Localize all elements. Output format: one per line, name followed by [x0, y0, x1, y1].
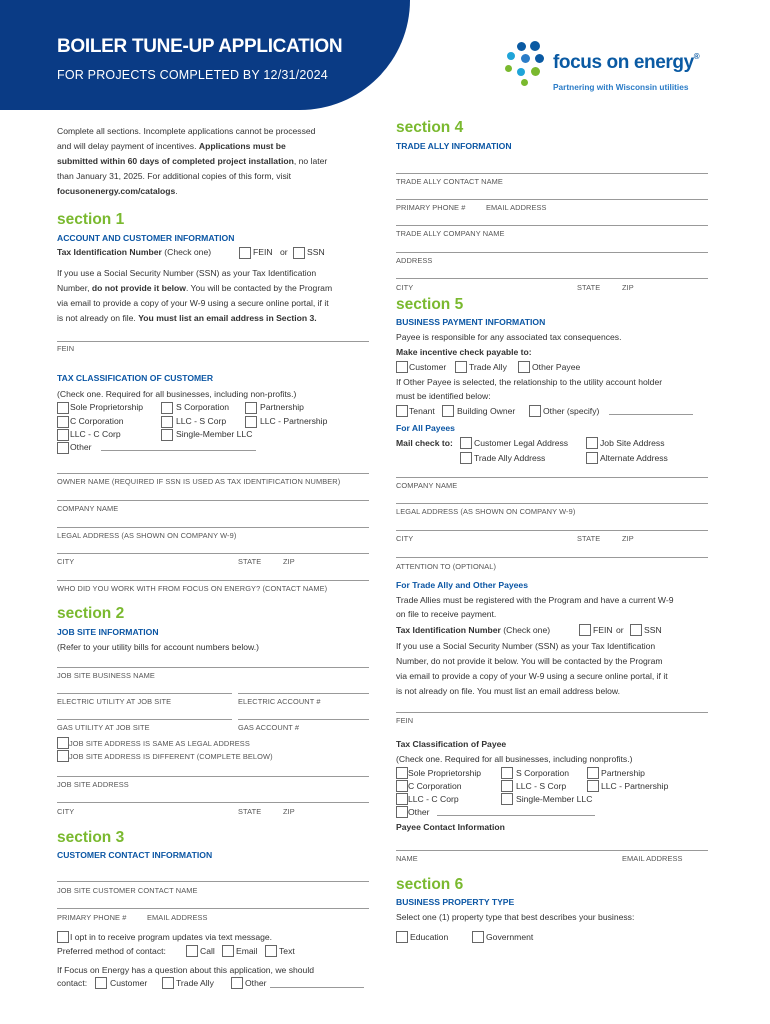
- option-label: Other (specify): [543, 406, 600, 416]
- ssn-label: SSN: [307, 247, 325, 257]
- or-label: or: [616, 625, 624, 635]
- opt-in-checkbox[interactable]: [57, 931, 69, 943]
- section-2-title: section 2: [57, 605, 125, 622]
- preferred-contact-label: Preferred method of contact:: [57, 946, 166, 956]
- legal-address-label: LEGAL ADDRESS (AS SHOWN ON COMPANY W-9): [57, 531, 237, 540]
- trade-ally-contact-field[interactable]: [396, 173, 708, 174]
- payee-city-field[interactable]: [396, 530, 708, 531]
- field-label: JOB SITE CUSTOMER CONTACT NAME: [57, 886, 198, 895]
- mail-check-label: Mail check to:: [396, 438, 453, 448]
- option-label: Customer Legal Address: [474, 438, 569, 448]
- section-5-subtitle: BUSINESS PAYMENT INFORMATION: [396, 317, 546, 327]
- email-checkbox[interactable]: [222, 945, 234, 957]
- tax-classification-title: TAX CLASSIFICATION OF CUSTOMER: [57, 373, 214, 383]
- payee-tax-heading: Tax Classification of Payee: [396, 739, 507, 749]
- contact-customer-checkbox[interactable]: [95, 977, 107, 989]
- contact-label: contact:: [57, 978, 88, 988]
- section-6-note: Select one (1) property type that best describes your business:: [396, 912, 635, 922]
- contact-trade-ally-checkbox[interactable]: [162, 977, 174, 989]
- section-2-subtitle: JOB SITE INFORMATION: [57, 627, 159, 637]
- page-title: BOILER TUNE-UP APPLICATION: [57, 36, 343, 57]
- text-label: Text: [279, 946, 295, 956]
- fein-checkbox[interactable]: [239, 247, 251, 259]
- contact-other-checkbox[interactable]: [231, 977, 243, 989]
- single-member-llc-checkbox[interactable]: [161, 429, 173, 441]
- option-label: LLC - S Corp: [176, 416, 227, 426]
- section-6-subtitle: BUSINESS PROPERTY TYPE: [396, 897, 515, 907]
- fein-label: FEIN: [253, 247, 273, 257]
- payee-c-corporation-checkbox[interactable]: [396, 780, 408, 792]
- owner-name-label: OWNER NAME (REQUIRED IF SSN IS USED AS TAX IDENTIFICATION NUMBER): [57, 477, 341, 486]
- payee-partnership-checkbox[interactable]: [587, 767, 599, 779]
- building-owner-checkbox[interactable]: [442, 405, 454, 417]
- trade-ally-payees-heading: For Trade Ally and Other Payees: [396, 580, 528, 590]
- section-3-title: section 3: [57, 829, 125, 846]
- other-specify-input[interactable]: [609, 414, 693, 415]
- option-label: Tenant: [409, 406, 435, 416]
- zip-label: ZIP: [283, 557, 295, 566]
- partnership-checkbox[interactable]: [245, 402, 257, 414]
- tin-label: Tax Identification Number (Check one): [57, 247, 212, 257]
- text-checkbox[interactable]: [265, 945, 277, 957]
- ssn-notice: If you use a Social Security Number (SSN) as your Tax Identification Number, do not provide it below. You will be contacted by the Program via email to provide a copy of your W-9 using a secure online portal, if it is not already on file. You must list an email address in Section 3.: [57, 268, 333, 323]
- option-label: Trade Ally: [176, 978, 214, 988]
- fein-field-label: FEIN: [57, 344, 75, 353]
- logo-dot: [517, 68, 525, 76]
- option-label: Sole Proprietorship: [408, 768, 482, 778]
- checkbox-label: JOB SITE ADDRESS IS DIFFERENT (COMPLETE BELOW): [69, 752, 273, 761]
- job-site-address-field[interactable]: [57, 776, 369, 777]
- payee-other-input[interactable]: [437, 815, 595, 816]
- gas-account-field[interactable]: [238, 719, 369, 720]
- field-label: CITY: [396, 534, 414, 543]
- option-label: Trade Ally: [469, 362, 507, 372]
- payee-company-field[interactable]: [396, 477, 708, 478]
- other-checkbox[interactable]: [57, 442, 69, 454]
- option-label: Single-Member LLC: [516, 794, 593, 804]
- trade-ally-city-field[interactable]: [396, 278, 708, 279]
- trade-ally-address-field[interactable]: [396, 252, 708, 253]
- option-label: Government: [486, 932, 534, 942]
- option-label: LLC - C Corp: [408, 794, 459, 804]
- electric-account-field[interactable]: [238, 693, 369, 694]
- job-site-different-checkbox[interactable]: [57, 750, 69, 762]
- company-name-label: COMPANY NAME: [57, 504, 119, 513]
- payee-trade-ally-checkbox[interactable]: [455, 361, 467, 373]
- trade-ally-note-1: Trade Allies must be registered with the Program and have a current W-9: [396, 595, 674, 605]
- relationship-note-1: If Other Payee is selected, the relationship to the utility account holder: [396, 377, 663, 387]
- customer-contact-name-field[interactable]: [57, 881, 369, 882]
- trade-ally-company-field[interactable]: [396, 225, 708, 226]
- field-label: ELECTRIC ACCOUNT #: [238, 697, 321, 706]
- electric-utility-field[interactable]: [57, 693, 232, 694]
- option-label: Alternate Address: [600, 453, 668, 463]
- checkbox-label: JOB SITE ADDRESS IS SAME AS LEGAL ADDRESS: [69, 739, 250, 748]
- job-site-business-name-field[interactable]: [57, 667, 369, 668]
- payee-ssn-notice: If you use a Social Security Number (SSN) as your Tax Identification Number, do not provide it below. You will be contacted by the Program via email to provide a copy of your W-9 using a secure online portal, if it is not already on file. You must list an email address below.: [396, 641, 668, 696]
- mail-job-site-checkbox[interactable]: [586, 437, 598, 449]
- email-label: Email: [236, 946, 258, 956]
- intro-text: Complete all sections. Incomplete applications cannot be processed and will delay payment of incentives. Applications must be submitted within 60 days of completed project installation, no later than January 31, 2025. For additional copies of this form, visit focusonenergy.com/catalogs.: [57, 126, 328, 196]
- option-label: S Corporation: [176, 402, 230, 412]
- payable-to-heading: Make incentive check payable to:: [396, 347, 532, 357]
- fein-field[interactable]: [57, 341, 369, 342]
- opt-in-label: I opt in to receive program updates via text message.: [70, 932, 273, 942]
- field-label: ZIP: [283, 807, 295, 816]
- payee-single-member-llc-checkbox[interactable]: [501, 793, 513, 805]
- attention-to-field[interactable]: [396, 557, 708, 558]
- gas-utility-field[interactable]: [57, 719, 232, 720]
- option-label: Other: [408, 807, 430, 817]
- sole-proprietorship-checkbox[interactable]: [57, 402, 69, 414]
- ssn-checkbox[interactable]: [293, 247, 305, 259]
- payee-sole-proprietorship-checkbox[interactable]: [396, 767, 408, 779]
- logo-dot: [521, 79, 528, 86]
- payee-legal-address-field[interactable]: [396, 503, 708, 504]
- contact-other-input[interactable]: [270, 987, 364, 988]
- all-payees-heading: For All Payees: [396, 423, 455, 433]
- field-label: GAS UTILITY AT JOB SITE: [57, 723, 150, 732]
- field-label: FEIN: [396, 716, 414, 725]
- option-label: Trade Ally Address: [474, 453, 546, 463]
- option-label: Partnership: [601, 768, 645, 778]
- state-label: STATE: [238, 557, 262, 566]
- payee-llc-partnership-checkbox[interactable]: [587, 780, 599, 792]
- field-label: STATE: [238, 807, 262, 816]
- logo-dot: [535, 54, 544, 63]
- focus-on-energy-logo: [503, 40, 733, 90]
- option-label: Job Site Address: [600, 438, 665, 448]
- city-field[interactable]: [57, 553, 369, 554]
- option-label: Sole Proprietorship: [70, 402, 144, 412]
- field-label: COMPANY NAME: [396, 481, 458, 490]
- logo-dot: [530, 41, 540, 51]
- field-label: TRADE ALLY CONTACT NAME: [396, 177, 503, 186]
- field-label: PRIMARY PHONE #: [57, 913, 127, 922]
- option-label: Other Payee: [532, 362, 581, 372]
- field-label: TRADE ALLY COMPANY NAME: [396, 229, 505, 238]
- legal-address-field[interactable]: [57, 527, 369, 528]
- option-label: Partnership: [260, 402, 304, 412]
- job-site-city-field[interactable]: [57, 802, 369, 803]
- field-label: PRIMARY PHONE #: [396, 203, 466, 212]
- option-label: LLC - S Corp: [516, 781, 567, 791]
- section-3-subtitle: CUSTOMER CONTACT INFORMATION: [57, 850, 213, 860]
- section-4-subtitle: TRADE ALLY INFORMATION: [396, 141, 512, 151]
- payee-customer-checkbox[interactable]: [396, 361, 408, 373]
- trade-ally-note-2: on file to receive payment.: [396, 609, 497, 619]
- logo-dot: [521, 54, 530, 63]
- llc-s-corp-checkbox[interactable]: [161, 416, 173, 428]
- payee-contact-heading: Payee Contact Information: [396, 822, 505, 832]
- field-label: ADDRESS: [396, 256, 433, 265]
- field-label: STATE: [577, 534, 601, 543]
- field-label: ATTENTION TO (OPTIONAL): [396, 562, 497, 571]
- contact-question: If Focus on Energy has a question about this application, we should: [57, 965, 315, 975]
- llc-c-corp-checkbox[interactable]: [57, 429, 69, 441]
- payee-tax-note: (Check one. Required for all businesses, including nonprofits.): [396, 754, 633, 764]
- company-name-field[interactable]: [57, 500, 369, 501]
- payee-s-corporation-checkbox[interactable]: [501, 767, 513, 779]
- logo-tagline: Partnering with Wisconsin utilities: [553, 82, 689, 92]
- government-checkbox[interactable]: [472, 931, 484, 943]
- education-checkbox[interactable]: [396, 931, 408, 943]
- field-label: STATE: [577, 283, 601, 292]
- section-4-title: section 4: [396, 119, 464, 136]
- option-label: LLC - C Corp: [70, 429, 121, 439]
- llc-partnership-checkbox[interactable]: [245, 416, 257, 428]
- option-label: Other: [245, 978, 267, 988]
- option-label: FEIN: [593, 625, 613, 635]
- field-label: EMAIL ADDRESS: [147, 913, 208, 922]
- field-label: GAS ACCOUNT #: [238, 723, 300, 732]
- option-label: C Corporation: [408, 781, 462, 791]
- or-label: or: [280, 247, 288, 257]
- option-label: C Corporation: [70, 416, 124, 426]
- field-label: EMAIL ADDRESS: [622, 854, 683, 863]
- primary-phone-field[interactable]: [57, 908, 369, 909]
- option-label: Single-Member LLC: [176, 429, 253, 439]
- payee-fein-field[interactable]: [396, 712, 708, 713]
- contact-name-label: WHO DID YOU WORK WITH FROM FOCUS ON ENERGY? (CONTACT NAME): [57, 584, 328, 593]
- option-label: Customer: [110, 978, 148, 988]
- other-input[interactable]: [101, 450, 256, 451]
- section-1-subtitle: ACCOUNT AND CUSTOMER INFORMATION: [57, 233, 235, 243]
- tax-classification-note: (Check one. Required for all businesses, including non-profits.): [57, 389, 297, 399]
- relationship-note-2: must be identified below:: [396, 391, 491, 401]
- trade-ally-phone-field[interactable]: [396, 199, 708, 200]
- other-specify-checkbox[interactable]: [529, 405, 541, 417]
- section-6-title: section 6: [396, 876, 464, 893]
- owner-name-field[interactable]: [57, 473, 369, 474]
- payee-tin-label: Tax Identification Number (Check one): [396, 625, 551, 635]
- mail-customer-legal-checkbox[interactable]: [460, 437, 472, 449]
- option-label: LLC - Partnership: [260, 416, 328, 426]
- field-label: CITY: [396, 283, 414, 292]
- option-label: SSN: [644, 625, 662, 635]
- option-label: Other: [70, 442, 92, 452]
- section-1-title: section 1: [57, 211, 125, 228]
- field-label: LEGAL ADDRESS (AS SHOWN ON COMPANY W-9): [396, 507, 576, 516]
- field-label: JOB SITE ADDRESS: [57, 780, 129, 789]
- logo-name: focus on energy®: [553, 52, 700, 73]
- logo-dot: [517, 42, 526, 51]
- option-label: LLC - Partnership: [601, 781, 669, 791]
- field-label: CITY: [57, 807, 75, 816]
- option-label: S Corporation: [516, 768, 570, 778]
- field-label: NAME: [396, 854, 418, 863]
- payee-llc-c-corp-checkbox[interactable]: [396, 793, 408, 805]
- job-site-same-checkbox[interactable]: [57, 737, 69, 749]
- payee-fein-checkbox[interactable]: [579, 624, 591, 636]
- other-payee-checkbox[interactable]: [518, 361, 530, 373]
- payee-name-field[interactable]: [396, 850, 708, 851]
- logo-dot: [531, 67, 540, 76]
- field-label: EMAIL ADDRESS: [486, 203, 547, 212]
- option-label: Education: [410, 932, 449, 942]
- payee-ssn-checkbox[interactable]: [630, 624, 642, 636]
- mail-alternate-checkbox[interactable]: [586, 452, 598, 464]
- section-2-note: (Refer to your utility bills for account numbers below.): [57, 642, 260, 652]
- tenant-checkbox[interactable]: [396, 405, 408, 417]
- logo-dot: [507, 52, 515, 60]
- s-corporation-checkbox[interactable]: [161, 402, 173, 414]
- field-label: JOB SITE BUSINESS NAME: [57, 671, 155, 680]
- field-label: ZIP: [622, 283, 634, 292]
- call-checkbox[interactable]: [186, 945, 198, 957]
- mail-trade-ally-checkbox[interactable]: [460, 452, 472, 464]
- payee-other-checkbox[interactable]: [396, 806, 408, 818]
- section-5-title: section 5: [396, 296, 464, 313]
- payee-note: Payee is responsible for any associated tax consequences.: [396, 332, 622, 342]
- payee-llc-s-corp-checkbox[interactable]: [501, 780, 513, 792]
- field-label: ZIP: [622, 534, 634, 543]
- c-corporation-checkbox[interactable]: [57, 416, 69, 428]
- contact-name-field[interactable]: [57, 580, 369, 581]
- option-label: Building Owner: [457, 406, 516, 416]
- page-subtitle: FOR PROJECTS COMPLETED BY 12/31/2024: [57, 68, 328, 82]
- option-label: Customer: [409, 362, 447, 372]
- city-label: CITY: [57, 557, 75, 566]
- field-label: ELECTRIC UTILITY AT JOB SITE: [57, 697, 172, 706]
- call-label: Call: [200, 946, 215, 956]
- logo-dot: [505, 65, 512, 72]
